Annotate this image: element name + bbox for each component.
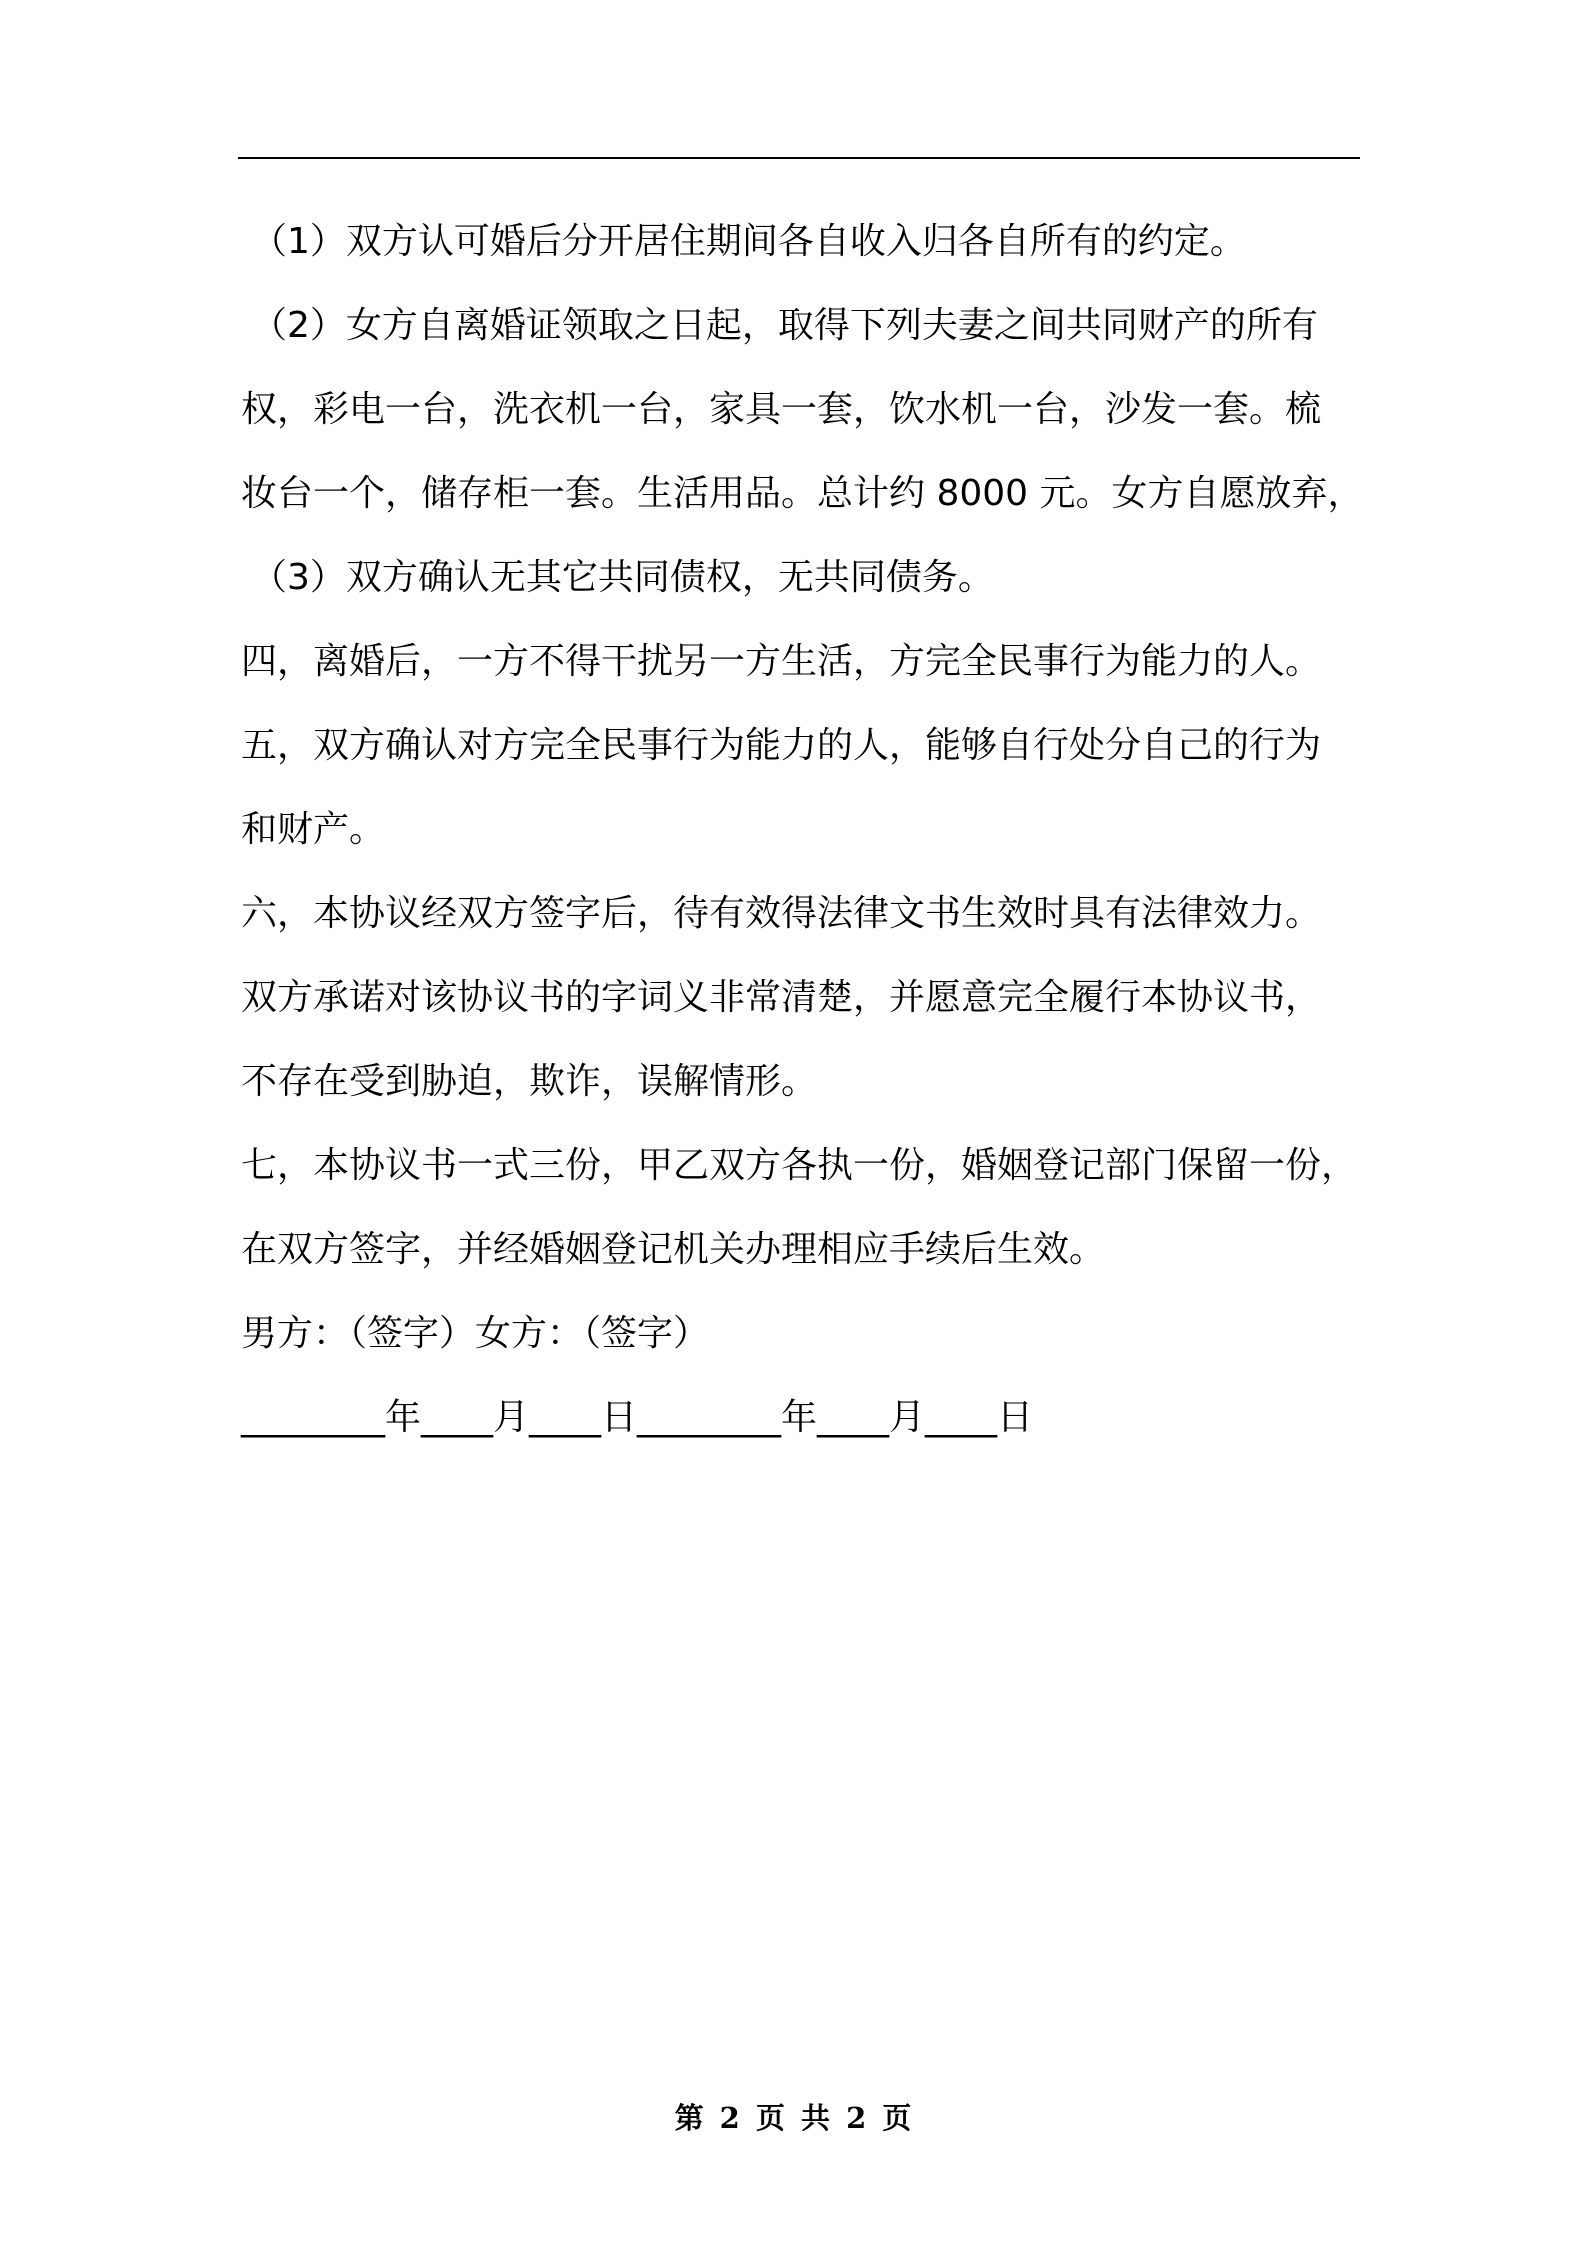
signature-line: 男方：（签字）女方：（签字） xyxy=(241,1313,710,1354)
clause-4: 四，离婚后，一方不得干扰另一方生活，方完全民事行为能力的人。 xyxy=(241,641,1322,682)
clause-5-line-1: 五，双方确认对方完全民事行为能力的人，能够自行处分自己的行为 xyxy=(241,725,1322,766)
clause-3-1: （1）双方认可婚后分开居住期间各自收入归各自所有的约定。 xyxy=(251,221,1246,262)
page-number: 第 2 页 共 2 页 xyxy=(674,2101,912,2135)
clause-3-2-line-1: （2）女方自离婚证领取之日起，取得下列夫妻之间共同财产的所有 xyxy=(251,305,1318,346)
clause-6-line-1: 六，本协议经双方签字后，待有效得法律文书生效时具有法律效力。 xyxy=(241,893,1322,934)
clause-3-2-line-2: 权，彩电一台，洗衣机一台，家具一套，饮水机一台，沙发一套。梳 xyxy=(241,389,1322,430)
date-line: ________年____月____日________年____月____日 xyxy=(241,1397,1033,1438)
clause-3-2-line-3: 妆台一个，储存柜一套。生活用品。总计约 8000 元。女方自愿放弃， xyxy=(241,473,1364,514)
clause-5-line-2: 和财产。 xyxy=(241,809,386,850)
clause-7-line-1: 七，本协议书一式三份，甲乙双方各执一份，婚姻登记部门保留一份， xyxy=(241,1145,1358,1186)
clause-6-line-2: 双方承诺对该协议书的字词义非常清楚，并愿意完全履行本协议书， xyxy=(241,977,1322,1018)
document-body xyxy=(241,200,1364,1460)
header-rule xyxy=(238,157,1360,159)
clause-3-3: （3）双方确认无其它共同债权，无共同债务。 xyxy=(251,557,994,598)
clause-6-line-3: 不存在受到胁迫，欺诈，误解情形。 xyxy=(241,1061,818,1102)
clause-7-line-2: 在双方签字，并经婚姻登记机关办理相应手续后生效。 xyxy=(241,1229,1106,1270)
